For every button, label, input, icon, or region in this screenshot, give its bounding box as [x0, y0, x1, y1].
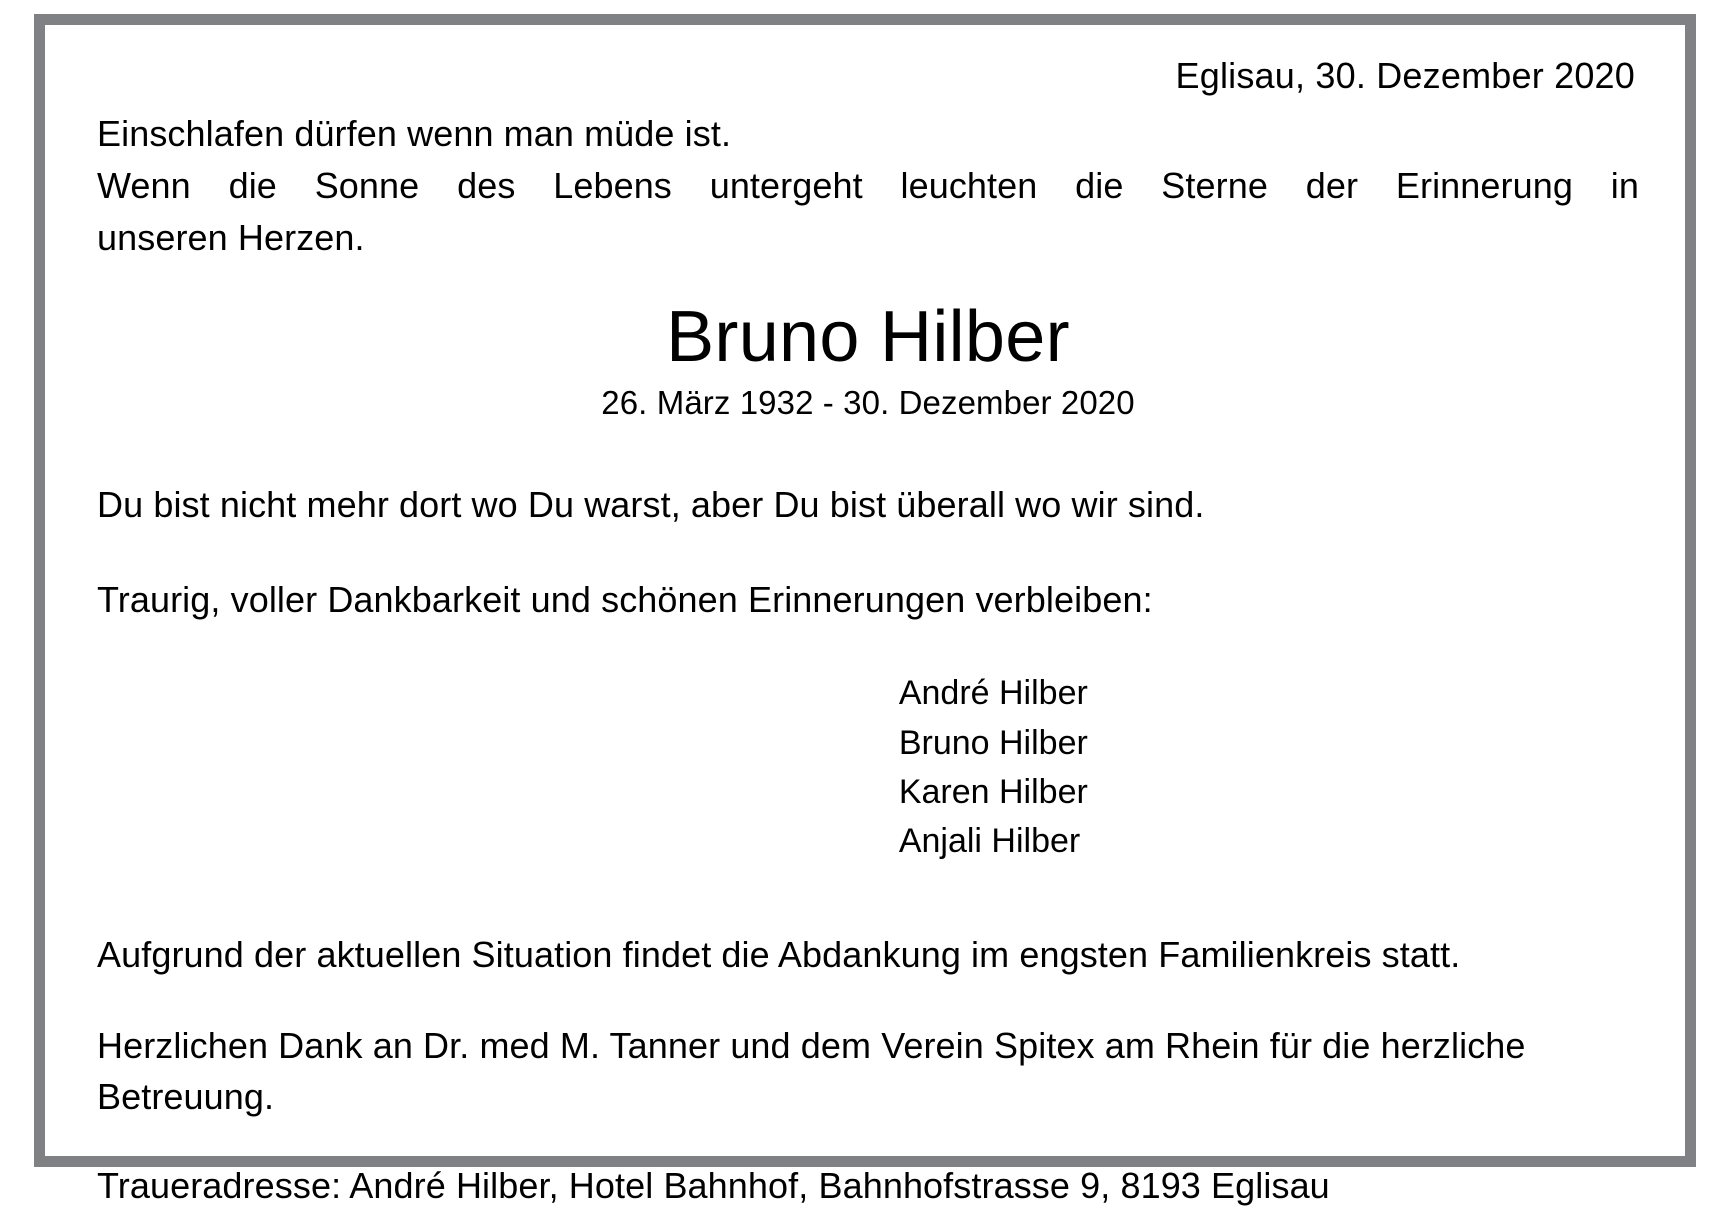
place-and-date: Eglisau, 30. Dezember 2020 [1175, 55, 1635, 96]
list-item: Karen Hilber [898, 773, 1088, 812]
paragraph-intro: Traurig, voller Dankbarkeit und schönen Erinnerungen verbleiben: [97, 579, 1153, 621]
verse-line-3: unseren Herzen. [97, 217, 365, 259]
paragraph-presence: Du bist nicht mehr dort wo Du warst, aber Du bist überall wo wir sind. [97, 484, 1205, 526]
notice-inner [97, 53, 1639, 1206]
survivors-list [97, 669, 1639, 866]
obituary-notice [34, 14, 1696, 1206]
verse-line-1: Einschlafen dürfen wenn man müde ist. [97, 113, 732, 154]
memorial-verse [97, 108, 1639, 265]
paragraph-thanks: Herzlichen Dank an Dr. med M. Tanner und dem Verein Spitex am Rhein für die herzliche Betreuung. [97, 1024, 1526, 1117]
paragraph-funeral: Aufgrund der aktuellen Situation findet die Abdankung im engsten Familienkreis statt. [97, 933, 1461, 975]
deceased-name: Bruno Hilber [666, 296, 1070, 377]
deceased-block [97, 296, 1639, 426]
deceased-lifespan: 26. März 1932 - 30. Dezember 2020 [601, 384, 1135, 422]
list-item: Bruno Hilber [898, 723, 1088, 762]
list-item: André Hilber [898, 674, 1088, 713]
list-item: Anjali Hilber [898, 822, 1081, 861]
paragraph-mourning-address: Traueradresse: André Hilber, Hotel Bahnhof, Bahnhofstrasse 9, 8193 Eglisau [97, 1164, 1330, 1206]
verse-line-2: Wenn die Sonne des Lebens untergeht leuchten die Sterne der Erinnerung in [97, 165, 1639, 207]
